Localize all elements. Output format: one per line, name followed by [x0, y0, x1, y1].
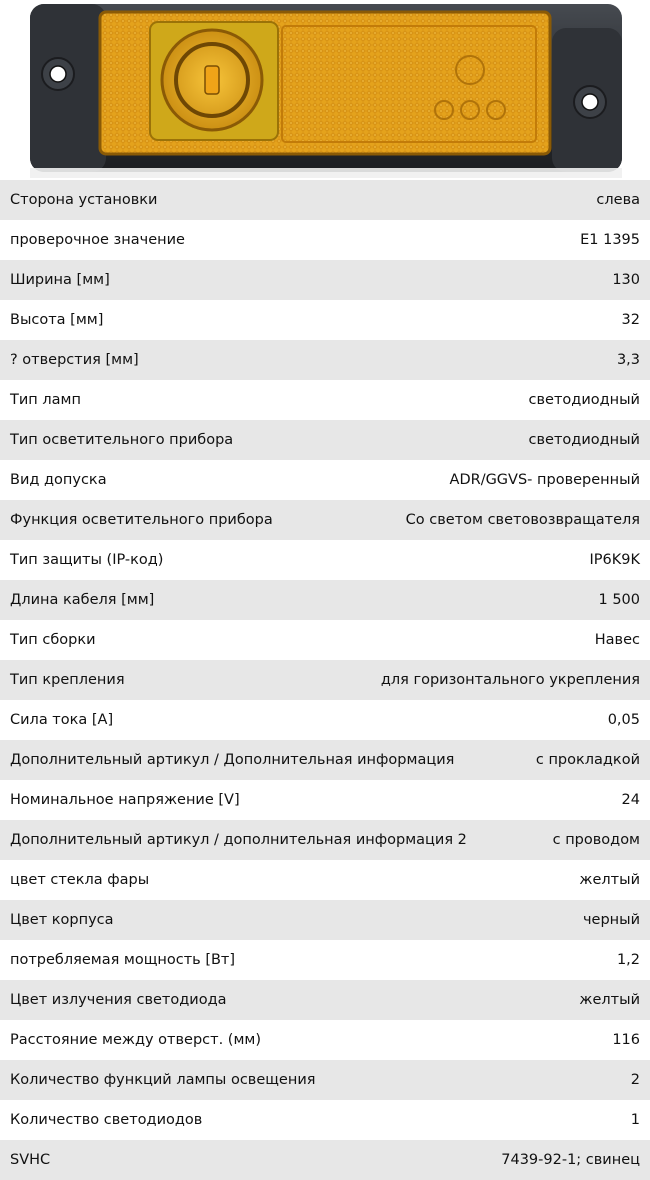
- spec-label: Цвет корпуса: [10, 912, 114, 928]
- spec-label: цвет стекла фары: [10, 872, 150, 888]
- spec-value: ADR/GGVS- проверенный: [449, 472, 640, 488]
- spec-label: Тип защиты (IP-код): [10, 552, 164, 568]
- spec-value: 24: [621, 792, 640, 808]
- spec-row: [0, 500, 650, 540]
- spec-label: Длина кабеля [мм]: [10, 592, 155, 608]
- left-mounting-hole: [50, 66, 66, 82]
- spec-label: Количество функций лампы освещения: [10, 1072, 316, 1088]
- spec-row: [0, 260, 650, 300]
- spec-value: Со светом световозвращателя: [405, 512, 640, 528]
- spec-value: Навес: [594, 632, 640, 648]
- spec-value: 32: [621, 312, 640, 328]
- spec-label: Номинальное напряжение [V]: [10, 792, 240, 808]
- spec-value: E1 1395: [580, 232, 640, 248]
- spec-value: IP6K9K: [589, 552, 640, 568]
- spec-row: [0, 220, 650, 260]
- spec-row: [0, 380, 650, 420]
- spec-label: SVHC: [10, 1152, 51, 1168]
- spec-label: Сторона установки: [10, 192, 158, 208]
- spec-label: Ширина [мм]: [10, 272, 110, 288]
- spec-row: [0, 900, 650, 940]
- spec-value: 116: [612, 1032, 640, 1048]
- spec-label: Сила тока [A]: [10, 712, 114, 728]
- spec-row: [0, 580, 650, 620]
- spec-row: [0, 420, 650, 460]
- spec-row: [0, 660, 650, 700]
- spec-row: [0, 620, 650, 660]
- spec-row: [0, 540, 650, 580]
- spec-value: 1: [630, 1112, 640, 1128]
- spec-row: [0, 180, 650, 220]
- left-mounting-tab: [30, 4, 106, 172]
- spec-value: светодиодный: [528, 432, 640, 448]
- spec-label: Расстояние между отверст. (мм): [10, 1032, 262, 1048]
- spec-row: [0, 300, 650, 340]
- spec-row: [0, 860, 650, 900]
- spec-label: Тип осветительного прибора: [10, 432, 234, 448]
- spec-label: Вид допуска: [10, 472, 107, 488]
- spec-value: 3,3: [616, 352, 640, 368]
- spec-row: [0, 940, 650, 980]
- spec-value: 7439-92-1; свинец: [501, 1152, 640, 1168]
- spec-value: 1 500: [598, 592, 640, 608]
- spec-label: Тип крепления: [10, 672, 125, 688]
- spec-value: желтый: [579, 872, 640, 888]
- spec-value: для горизонтального укрепления: [380, 672, 640, 688]
- spec-label: Дополнительный артикул / дополнительная информация 2: [10, 832, 467, 848]
- spec-row: [0, 820, 650, 860]
- spec-value: светодиодный: [528, 392, 640, 408]
- spec-row: [0, 1100, 650, 1140]
- spec-label: Количество светодиодов: [10, 1112, 203, 1128]
- spec-value: черный: [582, 912, 640, 928]
- spec-row: [0, 780, 650, 820]
- product-image: [0, 0, 650, 180]
- spec-value: с прокладкой: [535, 752, 640, 768]
- spec-label: Функция осветительного прибора: [10, 512, 273, 528]
- spec-value: 130: [612, 272, 640, 288]
- spec-row: [0, 700, 650, 740]
- spec-row: [0, 740, 650, 780]
- spec-row: [0, 340, 650, 380]
- spec-row: [0, 1060, 650, 1100]
- side-marker-lamp-illustration: [0, 0, 650, 180]
- led-chip: [205, 66, 219, 94]
- spec-value: 0,05: [607, 712, 640, 728]
- spec-label: Дополнительный артикул / Дополнительная информация: [10, 752, 455, 768]
- spec-value: с проводом: [552, 832, 640, 848]
- spec-row: [0, 1140, 650, 1180]
- spec-label: Тип сборки: [10, 632, 96, 648]
- spec-value: желтый: [579, 992, 640, 1008]
- spec-value: 1,2: [616, 952, 640, 968]
- spec-label: Тип ламп: [10, 392, 81, 408]
- spec-row: [0, 980, 650, 1020]
- spec-label: Высота [мм]: [10, 312, 104, 328]
- spec-row: [0, 1020, 650, 1060]
- reflector-panel: [282, 26, 536, 142]
- specification-table: [0, 180, 650, 1180]
- spec-value: 2: [630, 1072, 640, 1088]
- spec-label: проверочное значение: [10, 232, 185, 248]
- spec-value: слева: [596, 192, 640, 208]
- spec-label: потребляемая мощность [Вт]: [10, 952, 236, 968]
- right-mounting-hole: [582, 94, 598, 110]
- specification-rows: [0, 180, 650, 1180]
- spec-label: Цвет излучения светодиода: [10, 992, 227, 1008]
- spec-label: ? отверстия [мм]: [10, 352, 139, 368]
- spec-row: [0, 460, 650, 500]
